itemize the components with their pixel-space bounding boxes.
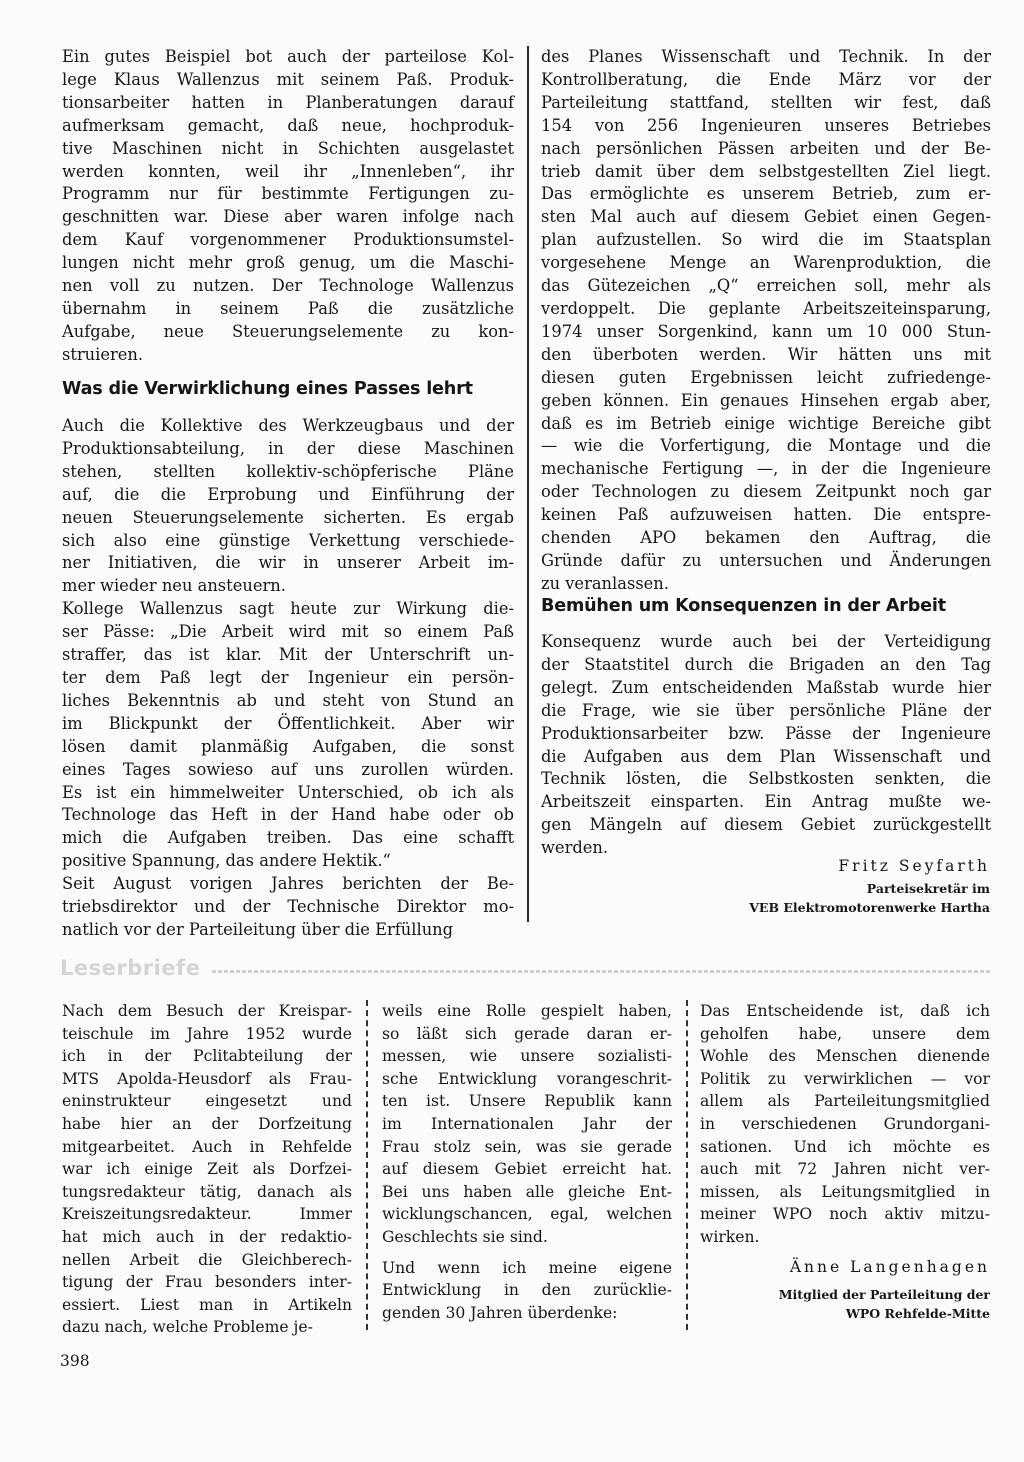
letter-author-name: Änne Langenhagen xyxy=(789,1258,990,1276)
text-line: im Internationalen Jahr der xyxy=(382,1114,672,1133)
text-line: gelegt. Zum entscheidenden Maßstab wurde hier xyxy=(541,677,991,697)
text-line: chenden APO bekamen den Auftrag, die xyxy=(541,528,991,548)
text-line: sche Entwicklung vorangeschrit- xyxy=(382,1069,672,1088)
text-line: zu veranlassen. xyxy=(541,573,669,593)
text-line: mer wieder neu ansteuern. xyxy=(62,576,286,596)
text-line: liches Bekenntnis ab und steht von Stund an xyxy=(62,690,514,710)
text-line: dazu nach, welche Probleme je- xyxy=(62,1318,313,1337)
text-line: habe hier an der Dorfzeitung xyxy=(62,1114,352,1133)
text-line: Frau stolz sein, was sie gerade xyxy=(382,1137,672,1156)
text-line: ter dem Paß legt der Ingenieur ein persön- xyxy=(62,667,514,687)
letter-author-organization: WPO Rehfelde-Mitte xyxy=(845,1306,990,1321)
text-line: missen, als Leitungsmitglied in xyxy=(700,1182,990,1201)
text-line: messen, wie unsere sozialisti- xyxy=(382,1047,672,1066)
text-line: 1974 unser Sorgenkind, kann um 10 000 Stun- xyxy=(541,321,991,341)
text-line: Das Entscheidende ist, daß ich xyxy=(700,1002,990,1020)
text-line: ten ist. Unsere Republik kann xyxy=(382,1092,672,1111)
article-paragraph xyxy=(62,415,514,598)
text-line: lösen damit planmäßig Aufgaben, die sonst xyxy=(62,736,514,756)
text-line: sationen. Und ich möchte es xyxy=(700,1137,990,1156)
text-line: Nach dem Besuch der Kreispar- xyxy=(62,1002,352,1020)
text-line: des Planes Wissenschaft und Technik. In der xyxy=(541,47,991,66)
text-line: ich in der Pclitabteilung der xyxy=(62,1047,352,1066)
text-line: sich also eine günstige Verkettung verschiede- xyxy=(62,530,514,550)
text-line: die Aufgaben aus dem Plan Wissenschaft und xyxy=(541,746,991,766)
section-divider xyxy=(212,970,992,973)
article-paragraph xyxy=(62,46,514,367)
text-line: auf, die die Erprobung und Einführung der xyxy=(62,484,514,504)
letter-paragraph xyxy=(382,1257,672,1325)
letter-author-role: Mitglied der Parteileitung der xyxy=(778,1287,990,1302)
text-line: war ich einige Zeit als Dorfzei- xyxy=(62,1160,352,1179)
text-line: natlich vor der Parteileitung über die Erfüllung xyxy=(62,919,454,939)
text-line: Arbeitszeit einsparten. Ein Antrag mußte we- xyxy=(541,792,991,812)
text-line: keinen Paß aufzuweisen hatten. Die entspre- xyxy=(541,505,991,525)
text-line: Programm nur für bestimmte Fertigungen zu- xyxy=(62,184,514,204)
article-column-2 xyxy=(541,46,991,596)
text-line: mechanische Fertigung —, in der die Ingenieure xyxy=(541,459,991,479)
text-line: der Staatstitel durch die Brigaden an den Tag xyxy=(541,654,991,674)
text-line: lungen nicht mehr groß genug, um die Maschi- xyxy=(62,253,514,273)
text-line: tive Maschinen nicht in Schichten ausgelastet xyxy=(62,138,514,158)
text-line: werden. xyxy=(541,838,609,858)
text-line: positive Spannung, das andere Hektik.“ xyxy=(62,851,391,871)
text-line: werden konnten, weil ihr „Innenleben“, ihr xyxy=(62,161,514,181)
letters-column-2 xyxy=(382,1000,672,1324)
text-line: Produktionsabteilung, in der diese Maschinen xyxy=(62,438,514,458)
author-role: Parteisekretär im xyxy=(866,881,990,896)
text-line: dem Kauf vorgenommener Produktionsumstel- xyxy=(62,230,514,250)
article-column-2-continued xyxy=(541,631,991,860)
text-line: lege Klaus Wallenzus mit seinem Paß. Produk- xyxy=(62,69,514,89)
text-line: struieren. xyxy=(62,344,144,364)
text-line: teischule im Jahre 1952 wurde xyxy=(62,1024,352,1043)
section-heading: Was die Verwirklichung eines Passes lehrt xyxy=(62,379,473,399)
text-line: so läßt sich gerade daran er- xyxy=(382,1024,672,1043)
text-line: hat mich auch in der redaktio- xyxy=(62,1227,352,1246)
text-line: essiert. Liest man in Artikeln xyxy=(62,1295,352,1314)
text-line: stehen, stellten kollektiv-schöpferische Pläne xyxy=(62,461,514,481)
text-line: meiner WPO noch aktiv mitzu- xyxy=(700,1205,990,1224)
text-line: tungsredakteur tätig, danach als xyxy=(62,1182,352,1201)
text-line: im Blickpunkt der Öffentlichkeit. Aber wir xyxy=(62,713,514,733)
text-line: Technik lösten, die Selbstkosten senkten, die xyxy=(541,769,991,789)
text-line: geholfen habe, unsere dem xyxy=(700,1024,990,1043)
text-line: vorgesehene Menge an Warenproduktion, die xyxy=(541,253,991,273)
text-line: Parteileitung stattfand, stellten wir fest, daß xyxy=(541,92,991,112)
letter-paragraph xyxy=(62,1000,352,1339)
text-line: auch mit 72 Jahren nicht ver- xyxy=(700,1160,990,1179)
text-line: wirken. xyxy=(700,1227,760,1246)
text-line: — wie die Vorfertigung, die Montage und die xyxy=(541,436,991,456)
text-line: Es ist ein himmelweiter Unterschied, ob ich als xyxy=(62,782,514,802)
page-number: 398 xyxy=(60,1352,90,1370)
column-divider xyxy=(366,1000,368,1330)
text-line: geschnitten war. Diese aber waren infolge nach xyxy=(62,207,514,227)
letter-paragraph xyxy=(700,1000,990,1249)
author-name: Fritz Seyfarth xyxy=(838,857,990,875)
text-line: Das ermöglichte es unserem Betrieb, zum er- xyxy=(541,184,991,204)
author-organization: VEB Elektromotorenwerke Hartha xyxy=(749,900,990,915)
text-line: Geschlechts sie sind. xyxy=(382,1227,548,1246)
article-paragraph xyxy=(541,631,991,860)
text-line: Bei uns haben alle gleiche Ent- xyxy=(382,1182,672,1201)
text-line: trieb damit über dem selbstgestellten Ziel liegt. xyxy=(541,161,991,181)
text-line: MTS Apolda-Heusdorf als Frau- xyxy=(62,1069,352,1088)
text-line: allem als Parteileitungsmitglied xyxy=(700,1092,990,1111)
text-line: ner Initiativen, die wir in unserer Arbeit im- xyxy=(62,553,514,573)
article-column-1 xyxy=(62,46,514,367)
text-line: die Frage, wie sie über persönliche Pläne der xyxy=(541,700,991,720)
text-line: eninstrukteur eingesetzt und xyxy=(62,1092,352,1111)
text-line: genden 30 Jahren überdenke: xyxy=(382,1303,618,1322)
text-line: tionsarbeiter hatten in Planberatungen darauf xyxy=(62,92,514,112)
text-line: eines Tages sowieso auf uns zurollen würden. xyxy=(62,759,514,779)
text-line: den überboten werden. Wir hätten uns mit xyxy=(541,344,991,364)
text-line: Ein gutes Beispiel bot auch der parteilose Kol- xyxy=(62,47,514,66)
text-line: Politik zu verwirklichen — vor xyxy=(700,1069,990,1088)
text-line: übernahm in seinem Paß die zusätzliche xyxy=(62,298,514,318)
section-heading: Bemühen um Konsequenzen in der Arbeit xyxy=(541,596,946,616)
text-line: 154 von 256 Ingenieuren unseres Betriebes xyxy=(541,115,991,135)
text-line: verdoppelt. Die geplante Arbeitszeiteinsparung, xyxy=(541,298,991,318)
text-line: Und wenn ich meine eigene xyxy=(382,1258,672,1277)
text-line: Entwicklung in den zurücklie- xyxy=(382,1281,672,1300)
letters-column-3 xyxy=(700,1000,990,1249)
text-line: Kreiszeitungsredakteur. Immer xyxy=(62,1205,352,1224)
text-line: mitgearbeitet. Auch in Rehfelde xyxy=(62,1137,352,1156)
text-line: gen Mängeln auf diesem Gebiet zurückgestellt xyxy=(541,815,991,835)
text-line: wicklungschancen, egal, welchen xyxy=(382,1205,672,1224)
text-line: sten Mal auch auf diesem Gebiet einen Gegen- xyxy=(541,207,991,227)
text-line: nach persönlichen Pässen arbeiten und der Be- xyxy=(541,138,991,158)
text-line: Wohle des Menschen dienende xyxy=(700,1047,990,1066)
text-line: Kollege Wallenzus sagt heute zur Wirkung die- xyxy=(62,599,514,619)
text-line: diesen guten Ergebnissen leicht zufriedenge- xyxy=(541,367,991,387)
text-line: weils eine Rolle gespielt haben, xyxy=(382,1002,672,1020)
article-paragraph xyxy=(62,598,514,873)
text-line: neuen Steuerungselemente sicherten. Es ergab xyxy=(62,507,514,527)
text-line: Seit August vorigen Jahres berichten der Be- xyxy=(62,874,514,894)
text-line: das Gütezeichen „Q“ erreichen soll, mehr als xyxy=(541,276,991,296)
text-line: plan aufzustellen. So wird die im Staatsplan xyxy=(541,230,991,250)
text-line: geben können. Ein genaues Hinsehen ergab aber, xyxy=(541,390,991,410)
text-line: Aufgabe, neue Steuerungselemente zu kon- xyxy=(62,321,514,341)
text-line: triebsdirektor und der Technische Direktor mo- xyxy=(62,897,514,917)
letters-section-label: Leserbriefe xyxy=(60,956,201,980)
text-line: Technologe das Heft in der Hand habe oder ob xyxy=(62,805,514,825)
text-line: oder Technologen zu diesem Zeitpunkt noch gar xyxy=(541,482,991,502)
article-paragraph xyxy=(541,46,991,596)
text-line: aufmerksam gemacht, daß neue, hochproduk- xyxy=(62,115,514,135)
text-line: nen voll zu nutzen. Der Technologe Wallenzus xyxy=(62,276,514,296)
text-line: in verschiedenen Grundorgani- xyxy=(700,1114,990,1133)
column-divider xyxy=(527,46,529,922)
text-line: nellen Arbeit die Gleichberech- xyxy=(62,1250,352,1269)
text-line: Kontrollberatung, die Ende März vor der xyxy=(541,69,991,89)
text-line: auf diesem Gebiet erreicht hat. xyxy=(382,1160,672,1179)
text-line: straffer, das ist klar. Mit der Unterschrift un- xyxy=(62,645,514,665)
text-line: Konsequenz wurde auch bei der Verteidigung xyxy=(541,632,991,651)
column-divider xyxy=(686,1000,688,1330)
letters-column-1 xyxy=(62,1000,352,1339)
text-line: Gründe dafür zu untersuchen und Änderungen xyxy=(541,550,991,570)
text-line: ser Pässe: „Die Arbeit wird mit so einem Paß xyxy=(62,622,514,642)
text-line: tigung der Frau besonders inter- xyxy=(62,1273,352,1292)
article-column-1-continued xyxy=(62,415,514,942)
text-line: daß es im Betrieb einige wichtige Bereiche gibt xyxy=(541,413,991,433)
article-paragraph xyxy=(62,873,514,942)
letter-paragraph xyxy=(382,1000,672,1249)
text-line: mich die Aufgaben treiben. Das eine schafft xyxy=(62,828,514,848)
text-line: Auch die Kollektive des Werkzeugbaus und der xyxy=(62,416,514,435)
text-line: Produktionsarbeiter bzw. Pässe der Ingenieure xyxy=(541,723,991,743)
